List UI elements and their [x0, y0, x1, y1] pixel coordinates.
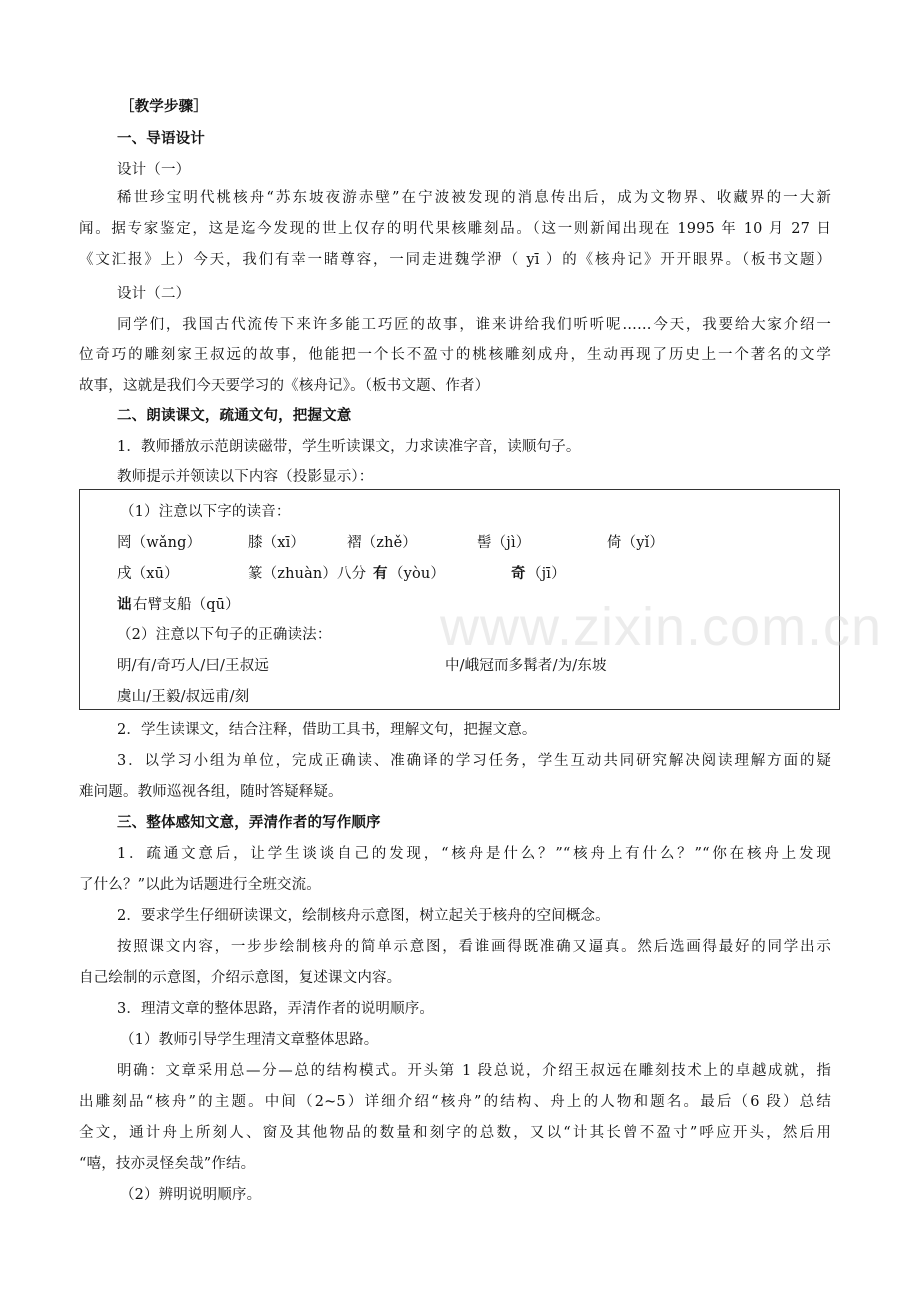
pron-zhe: 褶（zhě）	[347, 535, 417, 551]
pron-wang: 罔（wǎng）	[117, 535, 202, 551]
design1-label: 设计（一）	[117, 162, 191, 178]
pron-yi: 倚（yǐ）	[607, 535, 665, 551]
clarify-line-3: 全文，通计舟上所刻人、窗及其他物品的数量和刻字的总数，又以“计其长曾不盈寸”呼应开头，然后用	[79, 1125, 831, 1141]
part3-item2: 2．要求学生仔细研读课文，绘制核舟示意图，树立起关于核舟的空间概念。	[117, 908, 610, 924]
pron-you-char: 有	[373, 565, 388, 582]
pron-qu-char: 诎	[117, 596, 132, 613]
part3-item3-sub2: （2）辨明说明顺序。	[120, 1187, 262, 1203]
design2-line-2: 位奇巧的雕刻家王叔远的故事，他能把一个长不盈寸的桃核雕刻成舟，生动再现了历史上一个著名的文学	[79, 347, 831, 363]
pronunciation-heading: （1）注意以下字的读音：	[120, 504, 291, 520]
part3-item2-note-line-1: 按照课文内容，一步步绘制核舟的简单示意图，看谁画得既准确又逼真。然后选画得最好的同学出示	[117, 939, 831, 955]
pause-heading: （2）注意以下句子的正确读法：	[117, 627, 332, 643]
design2-label: 设计（二）	[117, 286, 191, 302]
design1-line-1: 稀世珍宝明代桃核舟“苏东坡夜游赤壁”在宁波被发现的消息传出后，成为文物界、收藏界的一大新	[117, 190, 831, 206]
design2-line-3: 故事，这就是我们今天要学习的《核舟记》。（板书文题、作者）	[79, 378, 490, 394]
pron-qi-char: 奇	[511, 565, 526, 582]
part2-step3-line-2: 难问题。教师巡视各组，随时答疑释疑。	[79, 784, 343, 800]
watermark: www.zixin.com.cn	[440, 597, 883, 657]
pron-xi: 膝（xī）	[248, 535, 306, 551]
part2-step1: 1．教师播放示范朗读磁带，学生听读课文，力求读准字音，读顺句子。	[117, 439, 581, 455]
pause-sentence-b: 中/峨冠而多髯者/为/东坡	[445, 658, 607, 674]
part3-item2-note-line-2: 自己绘制的示意图，介绍示意图，复述课文内容。	[79, 970, 402, 986]
clarify-line-4: “嘻，技亦灵怪矣哉”作结。	[79, 1156, 256, 1172]
part2-step2: 2．学生读课文，结合注释，借助工具书，理解文句，把握文意。	[117, 722, 537, 738]
part1-title: 一、导语设计	[117, 130, 205, 147]
pause-sentence-a: 明/有/奇巧人/曰/王叔远	[117, 658, 269, 674]
pron-you: （yòu）	[389, 566, 446, 582]
design1-line-3: 《文汇报》上）今天，我们有幸一睹尊容，一同走进魏学洢（ yī ）的《核舟记》开开眼界。（板书文题）	[79, 252, 831, 268]
part3-item1-line-1: 1．疏通文意后，让学生谈谈自己的发现，“核舟是什么？”“核舟上有什么？”“你在核舟上发现	[117, 846, 831, 862]
part2-title: 二、朗读课文，疏通文句，把握文意	[117, 407, 352, 424]
design2-line-1: 同学们，我国古代流传下来许多能工巧匠的故事，谁来讲给我们听听呢……今天，我要给大家介绍一	[117, 317, 831, 333]
pron-qu: 右臂支船（qū）	[133, 597, 240, 613]
section-heading: ［教学步骤］	[120, 98, 208, 115]
pron-ji: 髻（jì）	[477, 535, 531, 551]
clarify-line-2: 出雕刻品“核舟”的主题。中间（2~5）详细介绍“核舟”的结构、舟上的人物和题名。最后（6 段）总结	[79, 1094, 831, 1110]
part3-title: 三、整体感知文意，弄清作者的写作顺序	[117, 814, 381, 831]
pron-qi: （jī）	[527, 566, 566, 582]
part3-item3-sub1: （1）教师引导学生理清文章整体思路。	[120, 1032, 379, 1048]
part2-step3-line-1: 3．以学习小组为单位，完成正确读、准确译的学习任务，学生互动共同研究解决阅读理解方面的疑	[117, 753, 831, 769]
pron-zhuan: 篆（zhuàn）八分	[248, 566, 367, 582]
clarify-line-1: 明确：文章采用总—分—总的结构模式。开头第 1 段总说，介绍王叔远在雕刻技术上的卓越成就，指	[117, 1063, 831, 1079]
pron-xu: 戌（xū）	[117, 566, 179, 582]
part2-step1-note: 教师提示并领读以下内容（投影显示）：	[117, 469, 374, 485]
part3-item1-line-2: 了什么？”以此为话题进行全班交流。	[79, 877, 321, 893]
pause-sentence-c: 虞山/王毅/叔远甫/刻	[117, 689, 250, 705]
part3-item3: 3．理清文章的整体思路，弄清作者的说明顺序。	[117, 1001, 435, 1017]
design1-line-2: 闻。据专家鉴定，这是迄今发现的世上仅存的明代果核雕刻品。（这一则新闻出现在 1995 年 10 月 27 日	[79, 221, 831, 237]
